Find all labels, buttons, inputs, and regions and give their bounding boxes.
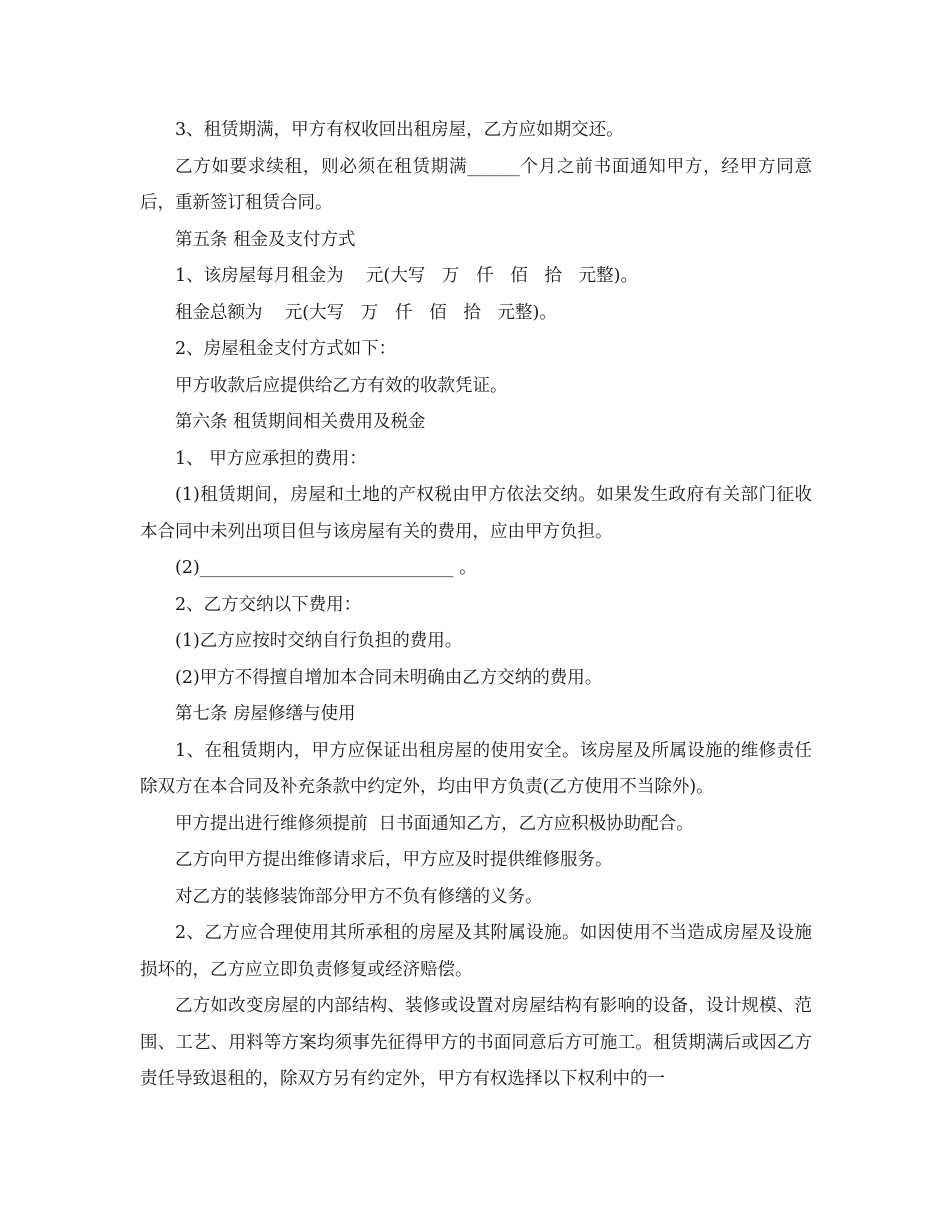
- paragraph-party-b-own-costs: (1)乙方应按时交纳自行负担的费用。: [175, 631, 463, 651]
- paragraph-payment-method: 2、房屋租金支付方式如下：: [175, 339, 397, 359]
- paragraph-property-tax: (1)租赁期间，房屋和土地的产权税由甲方依法交纳。如果发生政府有关部门征收本合同中未列出项目但与该房屋有关的费用，应由甲方负担。: [140, 485, 812, 542]
- paragraph-decoration: 对乙方的装修装饰部分甲方不负有修缮的义务。: [175, 886, 543, 907]
- paragraph-party-a-costs: 1、 甲方应承担的费用：: [175, 448, 367, 469]
- paragraph-no-added-costs: (2)甲方不得擅自增加本合同未明确由乙方交纳的费用。: [175, 667, 603, 688]
- paragraph-lease-expiry: 3、租赁期满，甲方有权收回出租房屋，乙方应如期交还。: [175, 120, 624, 140]
- paragraph-renewal: 乙方如要求续租，则必须在租赁期满______个月之前书面通知甲方，经甲方同意后，重新签订租赁合同。: [140, 156, 812, 213]
- heading-article-6: 第六条 租赁期间相关费用及税金: [175, 412, 426, 432]
- paragraph-receipt: 甲方收款后应提供给乙方有效的收款凭证。: [175, 375, 508, 396]
- paragraph-structure-change: 乙方如改变房屋的内部结构、装修或设置对房屋结构有影响的设备，设计规模、范围、工艺、用料等方案均须事先征得甲方的书面同意后方可施工。租赁期满后或因乙方责任导致退租的，除双方另有约定外，甲方有权选择以下权利中的一: [140, 996, 812, 1089]
- paragraph-proper-use: 2、乙方应合理使用其所承租的房屋及其附属设施。如因使用不当造成房屋及设施损坏的，乙方应立即负责修复或经济赔偿。: [140, 923, 812, 980]
- paragraph-monthly-rent: 1、该房屋每月租金为 元(大写 万 仟 佰 拾 元整)。: [175, 266, 638, 286]
- paragraph-party-b-costs: 2、乙方交纳以下费用：: [175, 594, 362, 615]
- paragraph-blank-item: (2)_____________________________ 。: [175, 558, 477, 578]
- heading-article-5: 第五条 租金及支付方式: [175, 229, 356, 250]
- paragraph-repair-safety: 1、在租赁期内，甲方应保证出租房屋的使用安全。该房屋及所属设施的维修责任除双方在本合同及补充条款中约定外，均由甲方负责(乙方使用不当除外)。: [140, 740, 812, 797]
- paragraph-repair-notice: 甲方提出进行维修须提前 日书面通知乙方，乙方应积极协助配合。: [175, 813, 694, 834]
- document-body: [140, 112, 812, 1098]
- paragraph-repair-request: 乙方向甲方提出维修请求后，甲方应及时提供维修服务。: [175, 850, 613, 870]
- paragraph-total-rent: 租金总额为 元(大写 万 仟 佰 拾 元整)。: [175, 302, 557, 323]
- heading-article-7: 第七条 房屋修缮与使用: [175, 704, 356, 724]
